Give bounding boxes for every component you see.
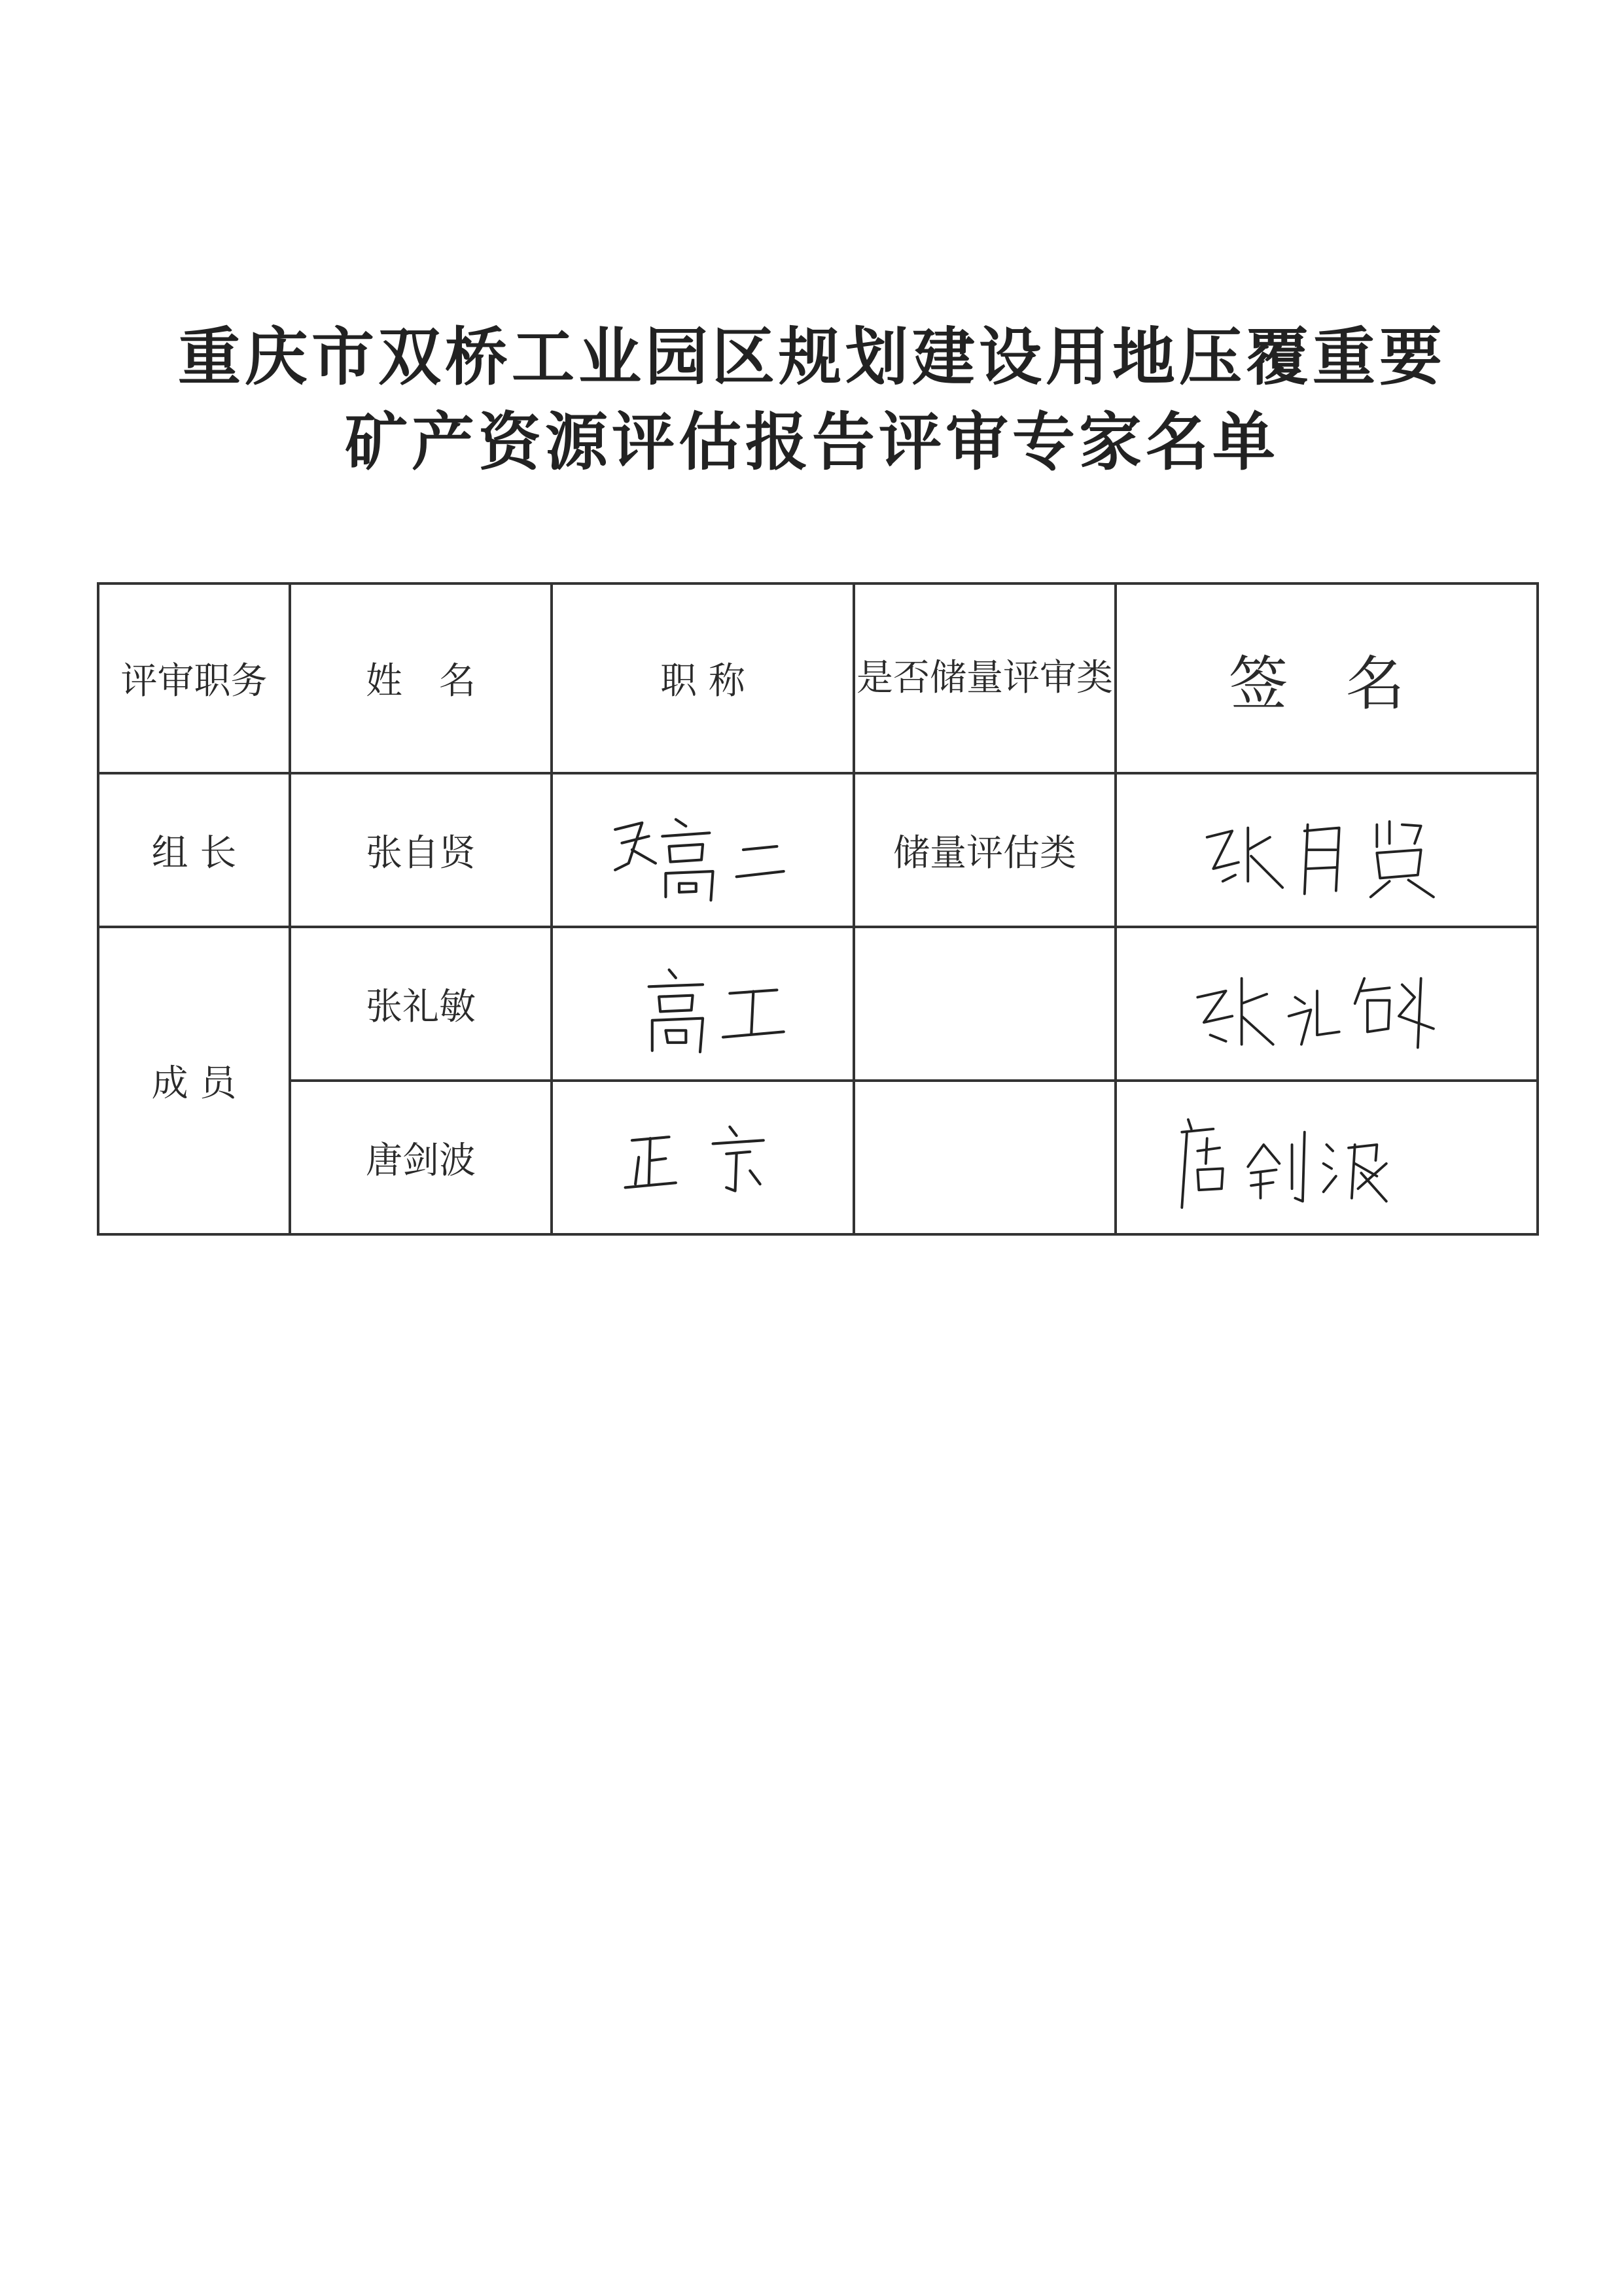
- handwritten-signature: [1138, 787, 1515, 913]
- name-cell: 张自贤: [290, 773, 552, 927]
- table-header-row: [98, 583, 1538, 773]
- table-row: [98, 773, 1538, 927]
- reserve-cell: [854, 927, 1116, 1081]
- header-signature: 签 名: [1116, 583, 1538, 773]
- handwritten-title: [552, 773, 854, 927]
- signature-cell: [1116, 927, 1538, 1081]
- signature-cell: [1116, 1081, 1538, 1234]
- handwritten-title: [552, 927, 854, 1081]
- reserve-cell: [854, 1081, 1116, 1234]
- handwritten-signature: [1138, 1094, 1515, 1220]
- role-cell: 组 长: [98, 773, 290, 927]
- handwritten-title: [552, 1081, 854, 1234]
- handwritten-title-mark: [568, 936, 838, 1071]
- header-reserve-review: 是否储量评审类: [854, 583, 1116, 773]
- header-name: 姓 名: [290, 583, 552, 773]
- role-cell: 成 员: [98, 927, 290, 1234]
- header-title: 职 称: [552, 583, 854, 773]
- header-role: 评审职务: [98, 583, 290, 773]
- handwritten-title-mark: [568, 782, 838, 917]
- name-cell: 张礼敏: [290, 927, 552, 1081]
- name-cell: 唐剑波: [290, 1081, 552, 1234]
- document-title-line-1: 重庆市双桥工业园区规划建设用地压覆重要: [178, 320, 1446, 394]
- document-title-line-2: 矿产资源评估报告评审专家名单: [345, 405, 1279, 479]
- handwritten-title-mark: [568, 1090, 838, 1225]
- handwritten-signature: [1138, 941, 1515, 1066]
- table-row: [98, 927, 1538, 1081]
- table-row: [98, 1081, 1538, 1234]
- expert-roster-table: [97, 582, 1539, 1236]
- reserve-cell: 储量评估类: [854, 773, 1116, 927]
- signature-cell: [1116, 773, 1538, 927]
